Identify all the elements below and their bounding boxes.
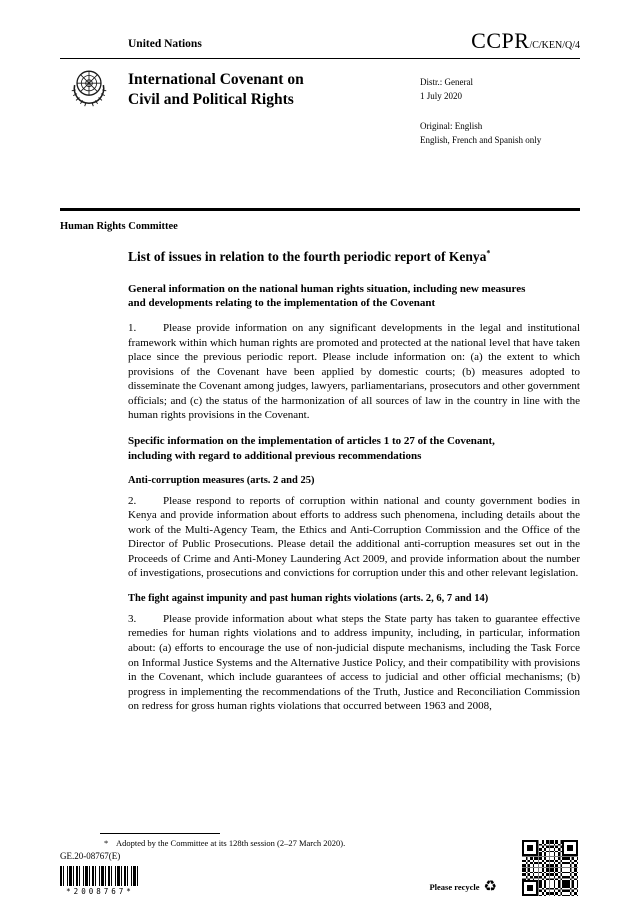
- language-info: [420, 120, 541, 147]
- un-emblem-icon: [66, 64, 112, 110]
- doc-symbol: [471, 28, 580, 54]
- paragraph-3-text: Please provide information about what steps the State party has taken to guarantee effective remedies for human rights violations and to address impunity, including, in particular, information about: (a) efforts to encourage the use of non-judicial dispute mechanisms, including the Task Force on Informal Justice Systems and the Alternative Justice Policy, and their compatibility with provisions in the Covenant, which include guarantees of access to judicial and other official mechanisms; (b) progress in implementing the recommendations of the Truth, Justice and Reconciliation Commission on redress for gross human rights violations that occurred between 1963 and 2008,: [128, 612, 580, 713]
- paragraph-1: [128, 321, 580, 423]
- barcode-bars-icon: [60, 866, 140, 886]
- doc-title-text: List of issues in relation to the fourth periodic report of Kenya: [128, 249, 487, 264]
- original-line: Original: English: [420, 121, 483, 131]
- ge-number: GE.20-08767(E): [60, 851, 121, 861]
- languages-line: English, French and Spanish only: [420, 134, 542, 145]
- doc-title: [128, 248, 528, 266]
- document-body: [128, 248, 580, 725]
- paragraph-3: [128, 612, 580, 714]
- covenant-title: [128, 70, 304, 110]
- footnote-rule: [100, 833, 220, 834]
- paragraph-1-number: 1.: [128, 322, 137, 335]
- section-heading-specific: Specific information on the implementation of articles 1 to 27 of the Covenant, including with regard to additional previous recommendations: [128, 434, 495, 462]
- recycle-icon: ♻: [483, 877, 497, 895]
- footnote-ref: *: [486, 248, 491, 258]
- paragraph-2-number: 2.: [128, 494, 137, 507]
- covenant-title-line1: International Covenant on: [128, 71, 304, 88]
- recycle-note: [429, 879, 497, 894]
- footnote-marker: *: [104, 838, 109, 848]
- date-line: 1 July 2020: [420, 90, 463, 101]
- header-rule: [60, 58, 580, 59]
- distribution-info: [420, 76, 473, 103]
- section-heading-general: General information on the national human rights situation, including new measures and developments relating to the implementation of the Covenant: [128, 282, 526, 310]
- paragraph-1-text: Please provide information on any significant developments in the legal and institutional framework within which human rights are promoted and protected at the national level that have taken place since the previous periodic report. Please include information on: (a) the extent to which provisions of the Covenant have been applied by domestic courts; (b) measures adopted to disseminate the Covenant among judges, lawyers, parliamentarians, prosecutors and other government officials; and (c) the status of the harmonization of all sources of law in the country in line with the human rights provisions in the Covenant.: [128, 322, 580, 422]
- barcode-text: *2008767*: [66, 887, 134, 896]
- qr-finder-bottom-left-icon: [522, 880, 538, 896]
- subsection-heading-impunity: The fight against impunity and past human rights violations (arts. 2, 6, 7 and 14): [128, 592, 489, 604]
- footnote-text: Adopted by the Committee at its 128th session (2–27 March 2020).: [116, 838, 346, 848]
- qr-finder-top-left-icon: [522, 840, 538, 856]
- org-name: United Nations: [128, 38, 202, 50]
- footnote: [100, 838, 540, 848]
- paragraph-2-text: Please respond to reports of corruption within national and county government bodies in Kenya and provide information about efforts to address such phenomena, including details about the work of the Multi-Agency Team, the Ethics and Anti-Corruption Commission and the Office of the Director of Public Prosecutions. Please detail the additional anti-corruption measures set out in the Proceeds of Crime and Anti-Money Laundering Act 2009, and provide information about the number of investigations, prosecutions and convictions for corruption under this and other relevant legislation.: [128, 494, 580, 580]
- qr-finder-top-right-icon: [562, 840, 578, 856]
- paragraph-2: [128, 494, 580, 581]
- doc-symbol-suffix: /C/KEN/Q/4: [529, 40, 580, 51]
- covenant-title-line2: Civil and Political Rights: [128, 91, 294, 109]
- committee-heading: Human Rights Committee: [60, 221, 178, 232]
- qr-code-icon: [522, 840, 578, 896]
- distr-line: Distr.: General: [420, 77, 473, 87]
- recycle-label: Please recycle: [429, 881, 480, 892]
- section-rule: [60, 208, 580, 211]
- barcode: [60, 866, 140, 896]
- subsection-heading-anticorruption: Anti-corruption measures (arts. 2 and 25): [128, 474, 315, 486]
- paragraph-3-number: 3.: [128, 612, 137, 625]
- doc-symbol-main: CCPR: [471, 28, 530, 53]
